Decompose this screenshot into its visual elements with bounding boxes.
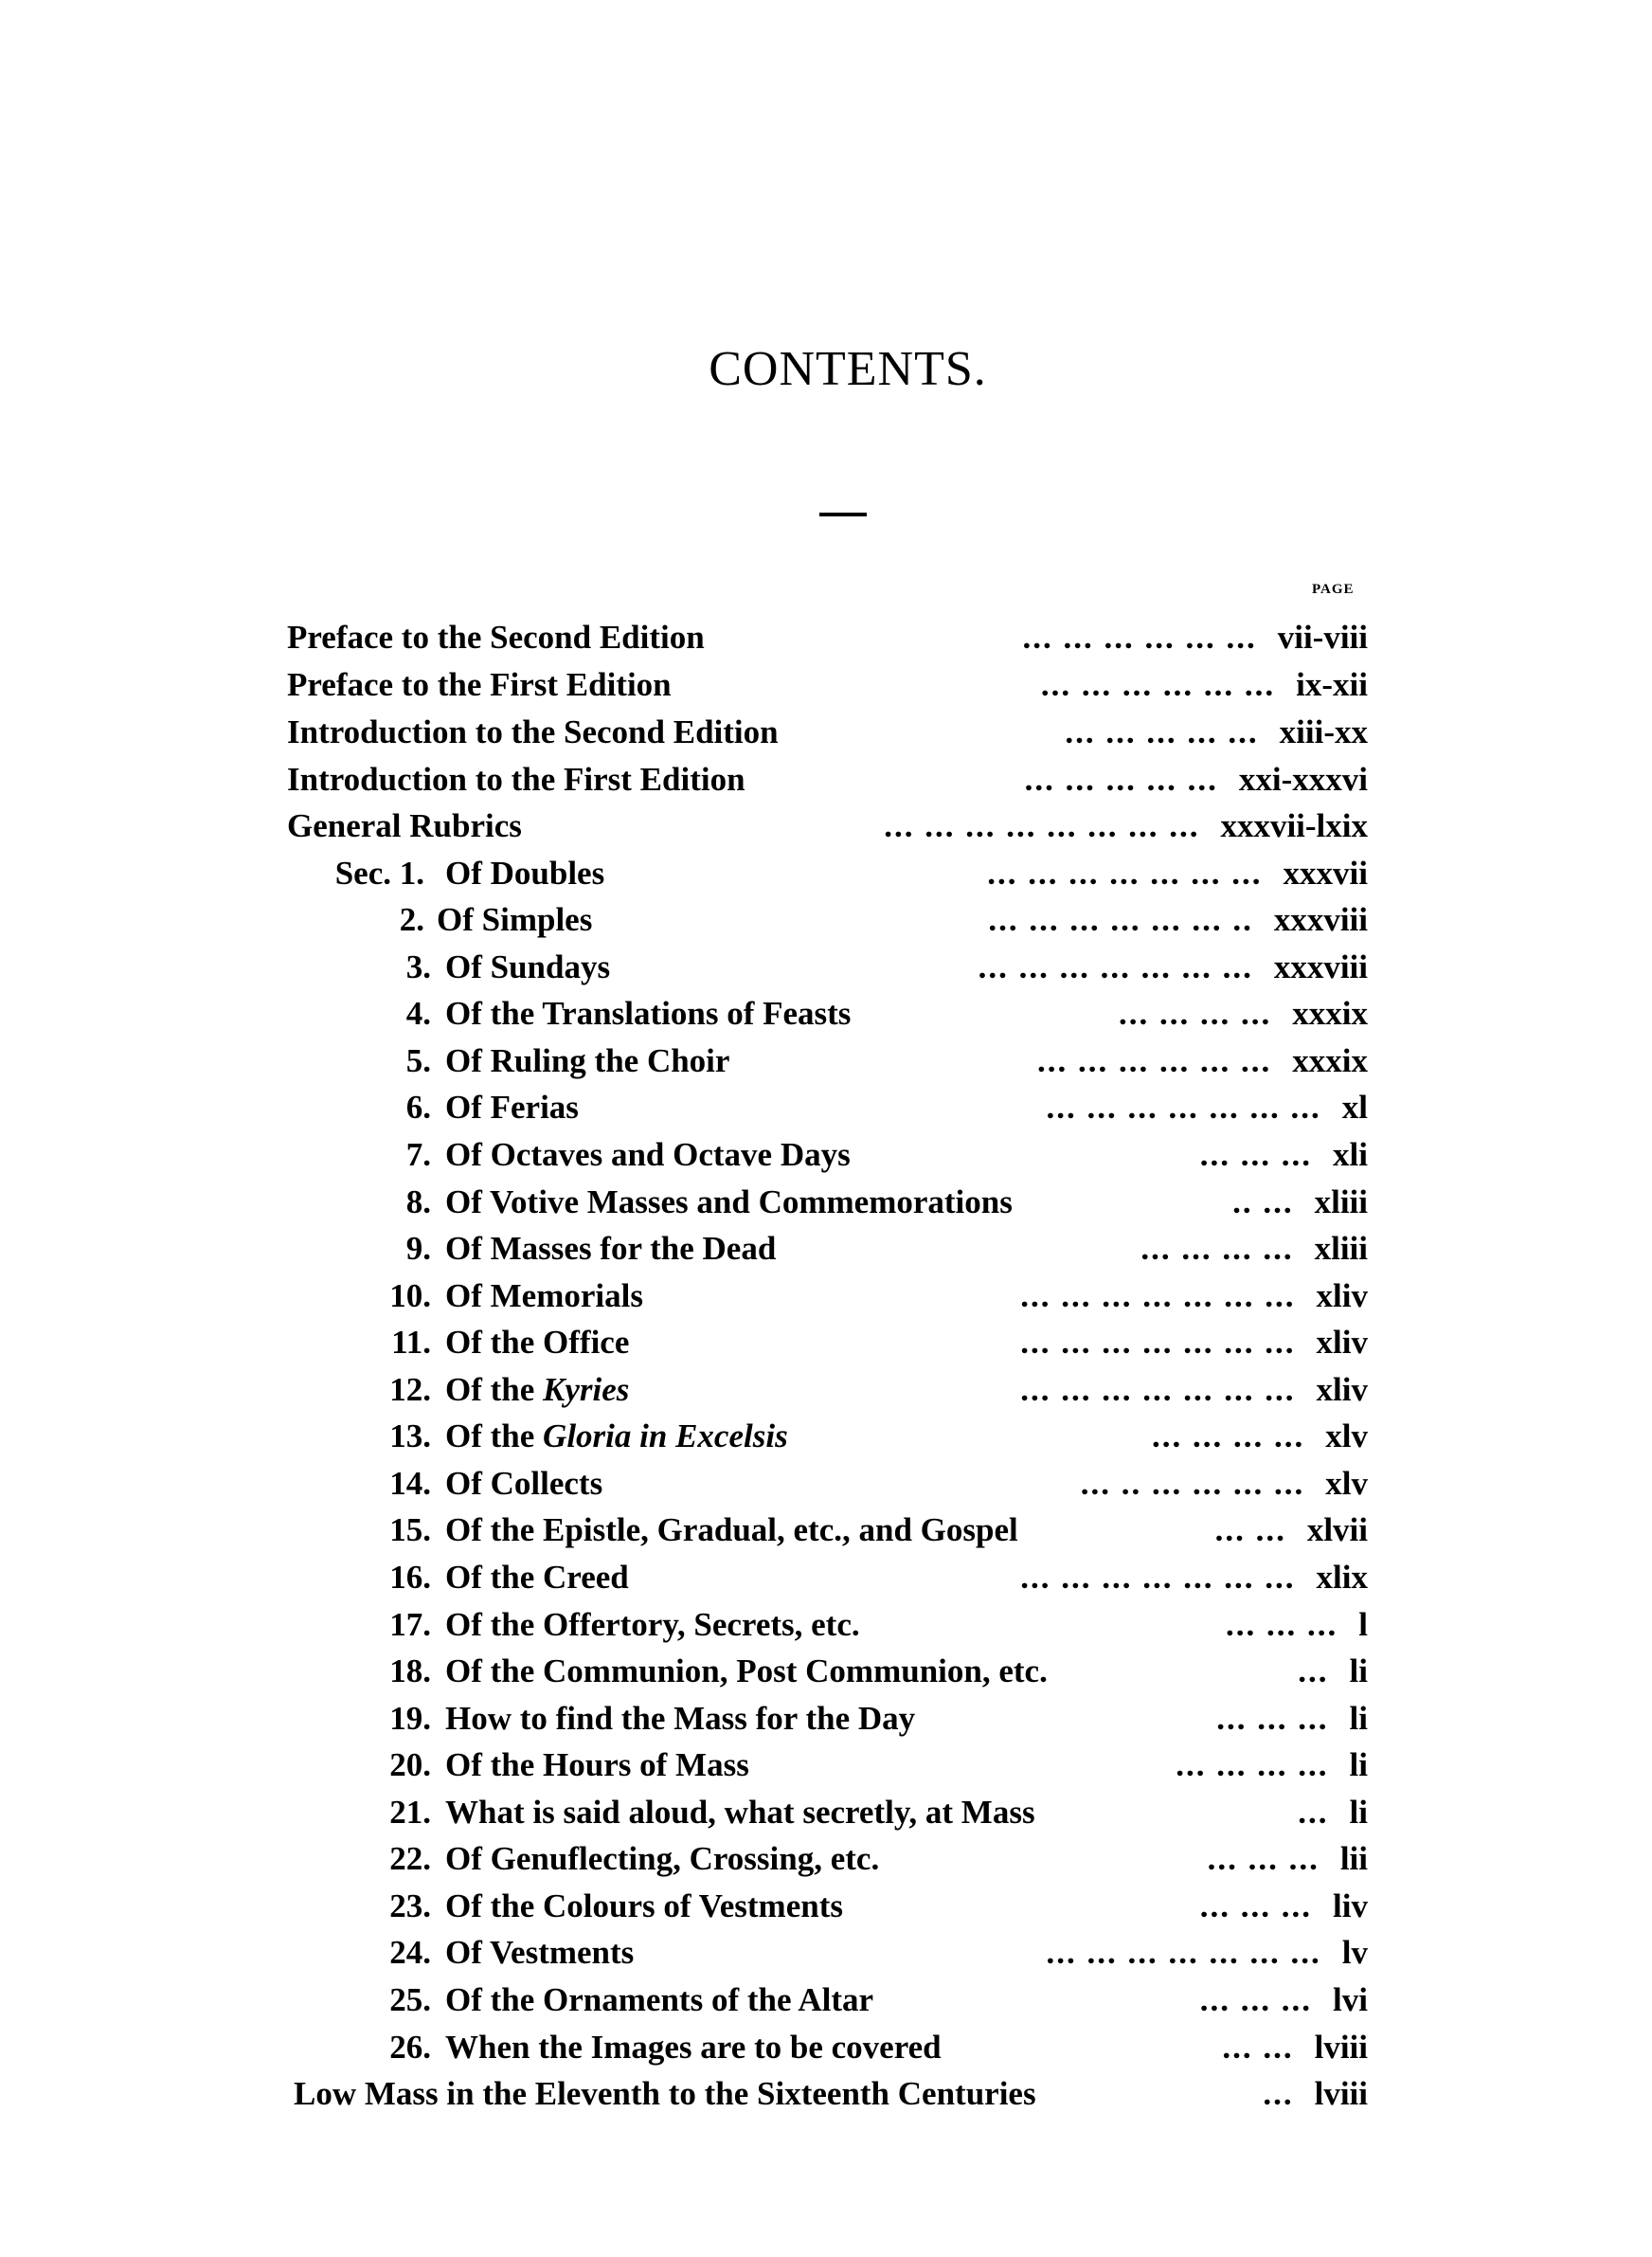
page-number: xliv: [1316, 1277, 1368, 1314]
page-number: xliv: [1316, 1371, 1368, 1408]
toc-entry: [0, 1507, 1652, 1554]
dot-leader: ... ... ...: [1216, 1700, 1329, 1737]
page-number: xliv: [1316, 1324, 1368, 1361]
dot-leader: ... ... ... ... ...: [1065, 713, 1259, 750]
toc-entry: [0, 1835, 1652, 1883]
entry-title: [445, 1835, 879, 1883]
page-number: xlv: [1325, 1465, 1368, 1502]
section-number: 11.: [391, 1324, 431, 1361]
toc-entry: [0, 850, 1652, 897]
section-number: 26.: [389, 2029, 431, 2066]
page-number: ix-xii: [1296, 666, 1368, 703]
dot-leader: ... ... ... ... ... ... ...: [1046, 1934, 1321, 1971]
entry-title: [445, 1742, 749, 1789]
dot-leader: ...: [1298, 1794, 1329, 1831]
entry-title-italic: Gloria in Excelsis: [543, 1417, 788, 1454]
entry-title-text: Preface to the First Edition: [287, 666, 672, 703]
entry-title-text: Of Doubles: [445, 855, 605, 892]
page-number: xiii-xx: [1279, 713, 1368, 750]
toc-entry: [0, 1319, 1652, 1366]
dot-leader: ... ... ...: [1207, 1840, 1320, 1877]
entry-title-text: General Rubrics: [287, 807, 522, 844]
section-number: 17.: [389, 1606, 431, 1643]
dot-leader: ...: [1263, 2075, 1294, 2112]
dot-leader: ... ... ... ... ... ... ...: [1020, 1559, 1296, 1596]
title-rule: [819, 513, 867, 516]
page-number: lv: [1341, 1934, 1368, 1971]
entry-title: [445, 1460, 602, 1508]
entry-title-text: Of Masses for the Dead: [445, 1230, 777, 1267]
section-number: 3.: [405, 948, 431, 985]
dot-leader: ... ... ... ... ... ... ...: [1020, 1324, 1296, 1361]
page-number: li: [1349, 1794, 1368, 1831]
toc-entry: [0, 709, 1652, 756]
page-number: vii-viii: [1277, 619, 1368, 656]
entry-title-text: How to find the Mass for the Day: [445, 1700, 916, 1737]
toc-entry: [0, 756, 1652, 803]
toc-entry: [0, 1413, 1652, 1460]
section-number: 25.: [389, 1981, 431, 2018]
dot-leader: ... ... ... ... ... ... ..: [988, 901, 1253, 938]
entry-title: [445, 1413, 788, 1460]
entry-title-text: Of the Translations of Feasts: [445, 995, 852, 1032]
entry-title: [445, 1038, 729, 1085]
toc-entry: [0, 1695, 1652, 1742]
dot-leader: ... ... ... ... ... ... ...: [1020, 1277, 1296, 1314]
page-number: xlvii: [1306, 1511, 1368, 1548]
dot-leader: ... ... ... ...: [1176, 1746, 1329, 1783]
section-number: 9.: [405, 1230, 431, 1267]
dot-leader: ... ... ...: [1199, 1136, 1313, 1173]
section-number: 22.: [389, 1840, 431, 1877]
entry-title-text: Of Simples: [437, 901, 593, 938]
entry-title-text: Of Vestments: [445, 1934, 635, 1971]
entry-title-text: Introduction to the Second Edition: [287, 713, 779, 750]
toc-entry: [0, 896, 1652, 944]
page-number: xxxviii: [1273, 948, 1368, 985]
page-title: CONTENTS.: [709, 342, 987, 396]
entry-title-text: Of Octaves and Octave Days: [445, 1136, 851, 1173]
dot-leader: ... ... ... ...: [1119, 995, 1272, 1032]
dot-leader: ... ... ... ...: [1140, 1230, 1294, 1267]
dot-leader: ... .. ... ... ... ...: [1080, 1465, 1305, 1502]
toc-entry: [0, 1460, 1652, 1508]
section-number: 7.: [405, 1136, 431, 1173]
toc-entry: [0, 1789, 1652, 1836]
dot-leader: ... ... ... ... ... ... ...: [1046, 1089, 1321, 1126]
page-number: xlix: [1316, 1559, 1368, 1596]
toc-entry: [0, 1742, 1652, 1789]
dot-leader: ... ... ... ... ...: [1024, 761, 1218, 798]
toc-entry: [0, 1038, 1652, 1085]
section-number: 23.: [389, 1887, 431, 1924]
toc-entry: [0, 944, 1652, 991]
section-number: Sec. 1.: [334, 855, 424, 892]
entry-title-text: Of the Colours of Vestments: [445, 1887, 843, 1924]
section-number: 13.: [389, 1417, 431, 1454]
entry-title: [445, 1648, 1048, 1695]
entry-title-text: Of the Ornaments of the Altar: [445, 1981, 874, 2018]
page-number: li: [1349, 1652, 1368, 1689]
page-number: xliii: [1314, 1183, 1368, 1220]
page-number: lii: [1339, 1840, 1368, 1877]
page-column-label: PAGE: [1312, 582, 1355, 597]
dot-leader: ...: [1298, 1652, 1329, 1689]
entry-title-text: Of the Offertory, Secrets, etc.: [445, 1606, 860, 1643]
section-number: 8.: [405, 1183, 431, 1220]
page-number: lviii: [1314, 2075, 1368, 2112]
toc-entry: [0, 1084, 1652, 1131]
toc-entry: [0, 661, 1652, 709]
entry-title: [445, 944, 610, 991]
section-number: 14.: [389, 1465, 431, 1502]
dot-leader: ... ... ...: [1199, 1887, 1313, 1924]
dot-leader: ... ...: [1222, 2029, 1294, 2066]
entry-title: [287, 709, 779, 756]
toc-entry: [0, 803, 1652, 850]
section-number: 6.: [405, 1089, 431, 1126]
dot-leader: .. ...: [1232, 1183, 1294, 1220]
dot-leader: ... ... ... ... ... ...: [1022, 619, 1257, 656]
dot-leader: ... ... ... ... ... ... ...: [1020, 1371, 1296, 1408]
entry-title-text: Of Collects: [445, 1465, 603, 1502]
dot-leader: ... ... ... ...: [1152, 1417, 1305, 1454]
dot-leader: ... ... ... ... ... ...: [1040, 666, 1276, 703]
section-number: 2.: [399, 901, 424, 938]
page-number: xxxvii: [1283, 855, 1368, 892]
entry-title: [287, 756, 745, 803]
toc-entry: [0, 1554, 1652, 1601]
entry-title: [445, 990, 851, 1038]
entry-title-text: Of Ferias: [445, 1089, 579, 1126]
section-number: 18.: [389, 1652, 431, 1689]
page-number: li: [1349, 1746, 1368, 1783]
entry-title: [445, 1929, 634, 1977]
entry-title-text: Of the Hours of Mass: [445, 1746, 749, 1783]
entry-title: [287, 803, 522, 850]
entry-title-text: Low Mass in the Eleventh to the Sixteenth Centuries: [294, 2075, 1036, 2112]
entry-title: [445, 1601, 860, 1649]
entry-title: [445, 1977, 873, 2024]
page-number: xxi-xxxvi: [1238, 761, 1368, 798]
section-number: 4.: [405, 995, 431, 1032]
toc-entry: [0, 2070, 1652, 2118]
section-number: 10.: [389, 1277, 431, 1314]
entry-title: [445, 1225, 776, 1273]
page-number: lvi: [1333, 1981, 1368, 2018]
page-number: xli: [1333, 1136, 1368, 1173]
section-number: 16.: [389, 1559, 431, 1596]
entry-title-text: Of the Communion, Post Communion, etc.: [445, 1652, 1048, 1689]
entry-title-text: When the Images are to be covered: [445, 2029, 942, 2066]
entry-title: [445, 850, 604, 897]
entry-title: [445, 1319, 629, 1366]
dot-leader: ... ... ...: [1199, 1981, 1313, 2018]
entry-title-text: Of the: [445, 1417, 544, 1454]
section-number: 20.: [389, 1746, 431, 1783]
entry-title-text: Of Genuflecting, Crossing, etc.: [445, 1840, 880, 1877]
entry-title: [445, 1507, 1018, 1554]
entry-title-text: Of Ruling the Choir: [445, 1042, 730, 1079]
entry-title-text: Of Memorials: [445, 1277, 643, 1314]
entry-title-text: Of Sundays: [445, 948, 611, 985]
toc-entry: [0, 1179, 1652, 1226]
dot-leader: ... ... ... ... ... ... ...: [978, 948, 1253, 985]
entry-title-text: Introduction to the First Edition: [287, 761, 745, 798]
section-number: 19.: [389, 1700, 431, 1737]
page-number: xxxix: [1292, 995, 1368, 1032]
toc-entry: [0, 1929, 1652, 1977]
dot-leader: ... ... ... ... ... ... ... ...: [884, 807, 1200, 844]
page-number: xxxvii-lxix: [1220, 807, 1368, 844]
section-number: 5.: [405, 1042, 431, 1079]
entry-title: [445, 1883, 843, 1930]
toc-entry: [0, 990, 1652, 1038]
toc-entry: [0, 614, 1652, 661]
entry-title: [445, 1695, 915, 1742]
entry-title: [437, 896, 592, 944]
entry-title: [445, 1084, 579, 1131]
toc-entry: [0, 1601, 1652, 1649]
section-number: 24.: [389, 1934, 431, 1971]
section-number: 12.: [389, 1371, 431, 1408]
dot-leader: ... ... ... ... ... ...: [1037, 1042, 1272, 1079]
entry-title: [445, 1131, 851, 1179]
entry-title: [287, 614, 705, 661]
toc-entry: [0, 1225, 1652, 1273]
entry-title: [445, 1366, 629, 1414]
entry-title-italic: Kyries: [543, 1371, 630, 1408]
page-number: xxxix: [1292, 1042, 1368, 1079]
page-number: l: [1358, 1606, 1368, 1643]
entry-title-text: Of the Creed: [445, 1559, 629, 1596]
entry-title-text: Of the Epistle, Gradual, etc., and Gospel: [445, 1511, 1018, 1548]
dot-leader: ... ... ...: [1226, 1606, 1338, 1643]
entry-title: [445, 1554, 629, 1601]
entry-title-text: Of the: [445, 1371, 544, 1408]
entry-title-text: Of the Office: [445, 1324, 630, 1361]
section-number: 21.: [389, 1794, 431, 1831]
dot-leader: ... ... ... ... ... ... ...: [987, 855, 1263, 892]
page-number: li: [1349, 1700, 1368, 1737]
entry-title: [287, 661, 672, 709]
dot-leader: ... ...: [1214, 1511, 1286, 1548]
entry-title: [445, 1789, 1035, 1836]
toc-entry: [0, 2024, 1652, 2071]
toc-entry: [0, 1366, 1652, 1414]
toc-entry: [0, 1131, 1652, 1179]
entry-title: [445, 2024, 942, 2071]
section-number: 15.: [389, 1511, 431, 1548]
page-number: liv: [1333, 1887, 1368, 1924]
page-number: lviii: [1314, 2029, 1368, 2066]
entry-title-text: Of Votive Masses and Commemorations: [445, 1183, 1013, 1220]
page-number: xxxviii: [1273, 901, 1368, 938]
entry-title: [294, 2070, 1036, 2118]
entry-title: [445, 1273, 643, 1320]
toc-entry: [0, 1648, 1652, 1695]
entry-title-text: Preface to the Second Edition: [287, 619, 705, 656]
page-number: xl: [1341, 1089, 1368, 1126]
page-number: xliii: [1314, 1230, 1368, 1267]
entry-title: [445, 1179, 1013, 1226]
toc-entry: [0, 1273, 1652, 1320]
entry-title-text: What is said aloud, what secretly, at Mass: [445, 1794, 1035, 1831]
toc-entry: [0, 1977, 1652, 2024]
page-number: xlv: [1325, 1417, 1368, 1454]
toc-entry: [0, 1883, 1652, 1930]
